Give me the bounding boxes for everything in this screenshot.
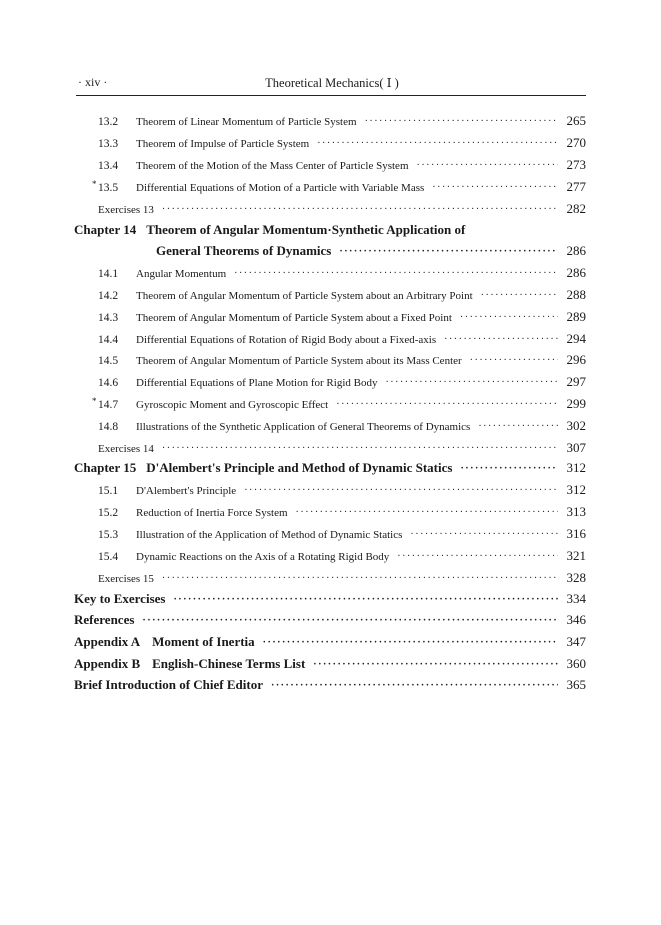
toc-page-number: 282 [566,201,586,216]
toc-page-number: 277 [566,179,586,194]
toc-page-number: 328 [566,570,586,585]
toc-entry-title: Theorem of Impulse of Particle System [136,138,310,150]
toc-section-number [98,551,136,563]
toc-entry [74,460,586,476]
toc-section-number-text: 15.3 [98,529,119,541]
toc-page-number: 313 [566,504,586,519]
dot-leader [339,246,558,257]
toc-entry [98,309,586,325]
toc-section-number-text: 15.2 [98,507,119,519]
toc-section-number [98,116,136,128]
toc-appendix-label: Appendix A [74,634,141,649]
toc-section-number [98,138,136,150]
toc-entry-title: Theorem of Angular Momentum of Particle System about an Arbitrary Point [136,290,473,302]
dot-leader [317,138,558,149]
dot-leader [432,182,558,193]
toc-entry-title: Gyroscopic Moment and Gyroscopic Effect [136,399,329,411]
toc-entry-title: Moment of Inertia [152,634,255,649]
toc-page-number: 297 [566,374,586,389]
dot-leader [162,204,558,215]
toc-page-number: 316 [566,526,586,541]
toc-section-number-text: 14.1 [98,268,119,280]
toc-entry-title: Differential Equations of Plane Motion for Rigid Body [136,377,378,389]
toc-entry-title: Exercises 14 [98,443,154,455]
dot-leader [162,443,558,454]
toc-page-number: 286 [566,265,586,280]
toc-entry [98,482,586,498]
running-header [78,73,586,93]
dot-leader [385,377,558,388]
toc-section-number-text: 14.7 [98,399,119,411]
toc-page-number: 273 [566,157,586,172]
header-rule [76,95,586,96]
toc-entry-title: Theorem of Angular Momentum of Particle System about a Fixed Point [136,312,452,324]
toc-entry-title: Illustration of the Application of Method of Dynamic Statics [136,529,403,541]
toc-entry [92,179,586,195]
toc-section-number [98,507,136,519]
toc-section-number-text: 14.2 [98,290,119,302]
toc-entry [98,135,586,151]
toc-section-number [98,160,136,172]
dot-leader [460,463,558,474]
toc-entry [98,157,586,173]
toc-entry [74,222,586,238]
toc-page-number: 265 [566,113,586,128]
toc-page-number: 294 [566,331,586,346]
toc-page-number: 321 [566,548,586,563]
dot-leader [365,116,558,127]
toc-page-number: 346 [566,612,586,627]
toc-entry [98,352,586,368]
toc-entry [98,570,586,586]
toc-entry [92,396,586,412]
toc-page-number: 286 [566,243,586,258]
dot-leader [173,594,558,605]
toc-section-number [98,290,136,302]
toc-section-number [98,377,136,389]
toc-section-number [98,355,136,367]
toc-entry-title: Angular Momentum [136,268,227,280]
dot-leader [417,160,559,171]
toc-entry-title: Key to Exercises [74,591,166,606]
toc-section-number-text: 13.4 [98,160,119,172]
dot-leader [397,551,558,562]
toc-entry-title: D'Alembert's Principle [136,485,237,497]
toc-entry [98,331,586,347]
toc-entry-title: General Theorems of Dynamics [156,243,332,258]
toc-section-number-text: 15.4 [98,551,119,563]
dot-leader [162,573,558,584]
toc-section-number [98,268,136,280]
toc-entry-title: References [74,612,135,627]
toc-page-number: 360 [566,656,586,671]
toc-entry [74,634,586,650]
toc-entry [74,656,586,672]
toc-page-number: 334 [566,591,586,606]
toc-entry-title: Exercises 15 [98,573,154,585]
toc-entry [74,612,586,628]
toc-entry-title: D'Alembert's Principle and Method of Dynamic Statics [146,460,453,475]
toc-page-number: 288 [566,287,586,302]
toc-section-number-text: 14.8 [98,421,119,433]
toc-entry-title: Brief Introduction of Chief Editor [74,677,263,692]
dot-leader [470,355,558,366]
toc-entry-title: Exercises 13 [98,204,154,216]
toc-entry [98,287,586,303]
toc-entry-title: Differential Equations of Motion of a Particle with Variable Mass [136,182,425,194]
toc-entry-title: English-Chinese Terms List [152,656,306,671]
toc-section-number [98,421,136,433]
toc-entry-title: Theorem of Linear Momentum of Particle System [136,116,357,128]
toc-section-number-text: 14.6 [98,377,119,389]
toc-section-number [98,529,136,541]
toc-entry [98,504,586,520]
toc-section-number [92,396,136,411]
toc-entry [98,440,586,456]
dot-leader [263,637,558,648]
toc-entry [74,591,586,607]
dot-leader [244,485,558,496]
toc-entry-title: Differential Equations of Rotation of Rigid Body about a Fixed-axis [136,334,437,346]
toc-page-number: 347 [566,634,586,649]
toc-entry [98,113,586,129]
toc-section-number-text: 15.1 [98,485,119,497]
dot-leader [234,268,558,279]
toc-page-number: 296 [566,352,586,367]
toc-chapter-label: Chapter 15 [74,460,137,475]
toc-section-number [98,312,136,324]
dot-leader [478,421,558,432]
toc-page-number: 289 [566,309,586,324]
toc-entry [98,265,586,281]
optional-section-marker: * [92,179,97,189]
toc-page-number: 270 [566,135,586,150]
toc-chapter-label: Chapter 14 [74,222,137,237]
toc-entry [98,418,586,434]
toc-entry [98,374,586,390]
toc-page-number: 312 [566,482,586,497]
toc-page-number: 365 [566,677,586,692]
toc-entry-title: Dynamic Reactions on the Axis of a Rotating Rigid Body [136,551,390,563]
dot-leader [296,507,558,518]
header-running-title: Theoretical Mechanics( Ⅰ ) [265,76,399,90]
toc-section-number-text: 13.2 [98,116,119,128]
toc-entry [98,548,586,564]
dot-leader [336,399,558,410]
toc-page-number: 307 [566,440,586,455]
dot-leader [142,615,558,626]
toc-entry-title: Theorem of Angular Momentum of Particle System about its Mass Center [136,355,462,367]
dot-leader [460,312,558,323]
dot-leader [271,680,558,691]
toc-entry-title: Illustrations of the Synthetic Application of General Theorems of Dynamics [136,421,471,433]
toc-page-number: 312 [566,460,586,475]
toc-page-number: 302 [566,418,586,433]
toc-entry-title: Reduction of Inertia Force System [136,507,288,519]
toc-entry-title: Theorem of the Motion of the Mass Center of Particle System [136,160,409,172]
toc-entry [98,201,586,217]
dot-leader [481,290,558,301]
dot-leader [410,529,558,540]
dot-leader [313,659,558,670]
toc-section-number-text: 14.5 [98,355,119,367]
header-page-number: · xiv · [78,75,108,89]
toc-entry [156,243,586,259]
toc-entry [74,677,586,693]
toc-section-number-text: 13.3 [98,138,119,150]
toc-section-number-text: 14.4 [98,334,119,346]
toc-section-number-text: 13.5 [98,182,119,194]
toc-section-number-text: 14.3 [98,312,119,324]
toc-appendix-label: Appendix B [74,656,141,671]
toc-entry [98,526,586,542]
toc-section-number [92,179,136,194]
toc-page-number: 299 [566,396,586,411]
optional-section-marker: * [92,396,97,406]
toc-section-number [98,334,136,346]
dot-leader [444,334,558,345]
toc-entry-title: Theorem of Angular Momentum·Synthetic Application of [146,222,466,237]
toc-section-number [98,485,136,497]
